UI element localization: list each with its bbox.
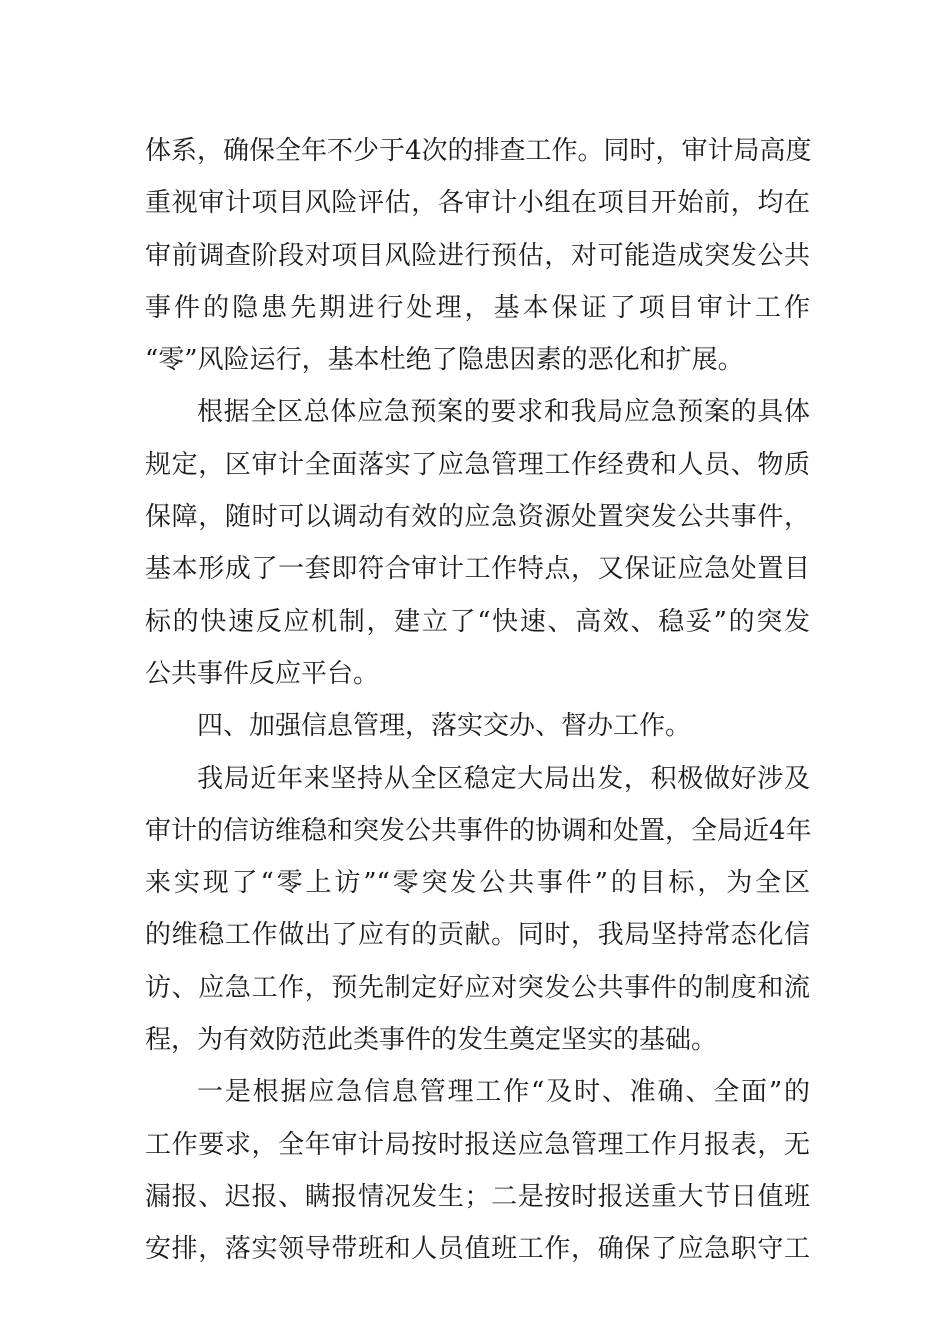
text-line: 审计的信访维稳和突发公共事件的协调和处置，全局近4年: [145, 815, 812, 846]
text-line: 体系，确保全年不少于4次的排查工作。同时，审计局高度: [145, 136, 812, 166]
text-line: 规定，区审计全面落实了应急管理工作经费和人员、物质: [145, 449, 810, 480]
paragraph: [145, 125, 810, 386]
text-line: 工作要求，全年审计局按时报送应急管理工作月报表，无: [145, 1129, 810, 1160]
text-line: 我局近年来坚持从全区稳定大局出发，积极做好涉及: [197, 763, 810, 794]
text-line: 事件的隐患先期进行处理，基本保证了项目审计工作: [145, 292, 810, 323]
paragraph: [145, 386, 810, 700]
paragraph: [145, 753, 810, 1067]
text-line: “零”风险运行，基本杜绝了隐患因素的恶化和扩展。: [145, 345, 744, 376]
text-line: 四、加强信息管理，落实交办、督办工作。: [197, 711, 692, 742]
text-line: 重视审计项目风险评估，各审计小组在项目开始前，均在: [145, 188, 810, 219]
text-line: 基本形成了一套即符合审计工作特点，又保证应急处置目: [145, 554, 810, 585]
text-line: 标的快速反应机制，建立了“快速、高效、稳妥”的突发: [145, 606, 810, 637]
text-line: 来实现了“零上访”“零突发公共事件”的目标，为全区: [145, 868, 810, 899]
section-heading: [145, 700, 810, 752]
paragraph: [145, 1066, 810, 1275]
document-body: [145, 125, 810, 1276]
text-line: 根据全区总体应急预案的要求和我局应急预案的具体: [197, 397, 810, 428]
text-line: 的维稳工作做出了应有的贡献。同时，我局坚持常态化信: [145, 920, 810, 951]
text-line: 访、应急工作，预先制定好应对突发公共事件的制度和流: [145, 972, 810, 1003]
text-line: 保障，随时可以调动有效的应急资源处置突发公共事件，: [145, 502, 810, 533]
text-line: 安排，落实领导带班和人员值班工作，确保了应急职守工: [145, 1234, 810, 1265]
text-line: 漏报、迟报、瞒报情况发生；二是按时报送重大节日值班: [145, 1181, 810, 1212]
text-line: 一是根据应急信息管理工作“及时、准确、全面”的: [197, 1077, 810, 1108]
text-line: 公共事件反应平台。: [145, 658, 380, 689]
text-line: 审前调查阶段对项目风险进行预估，对可能造成突发公共: [145, 240, 810, 271]
text-line: 程，为有效防范此类事件的发生奠定坚实的基础。: [145, 1025, 718, 1056]
